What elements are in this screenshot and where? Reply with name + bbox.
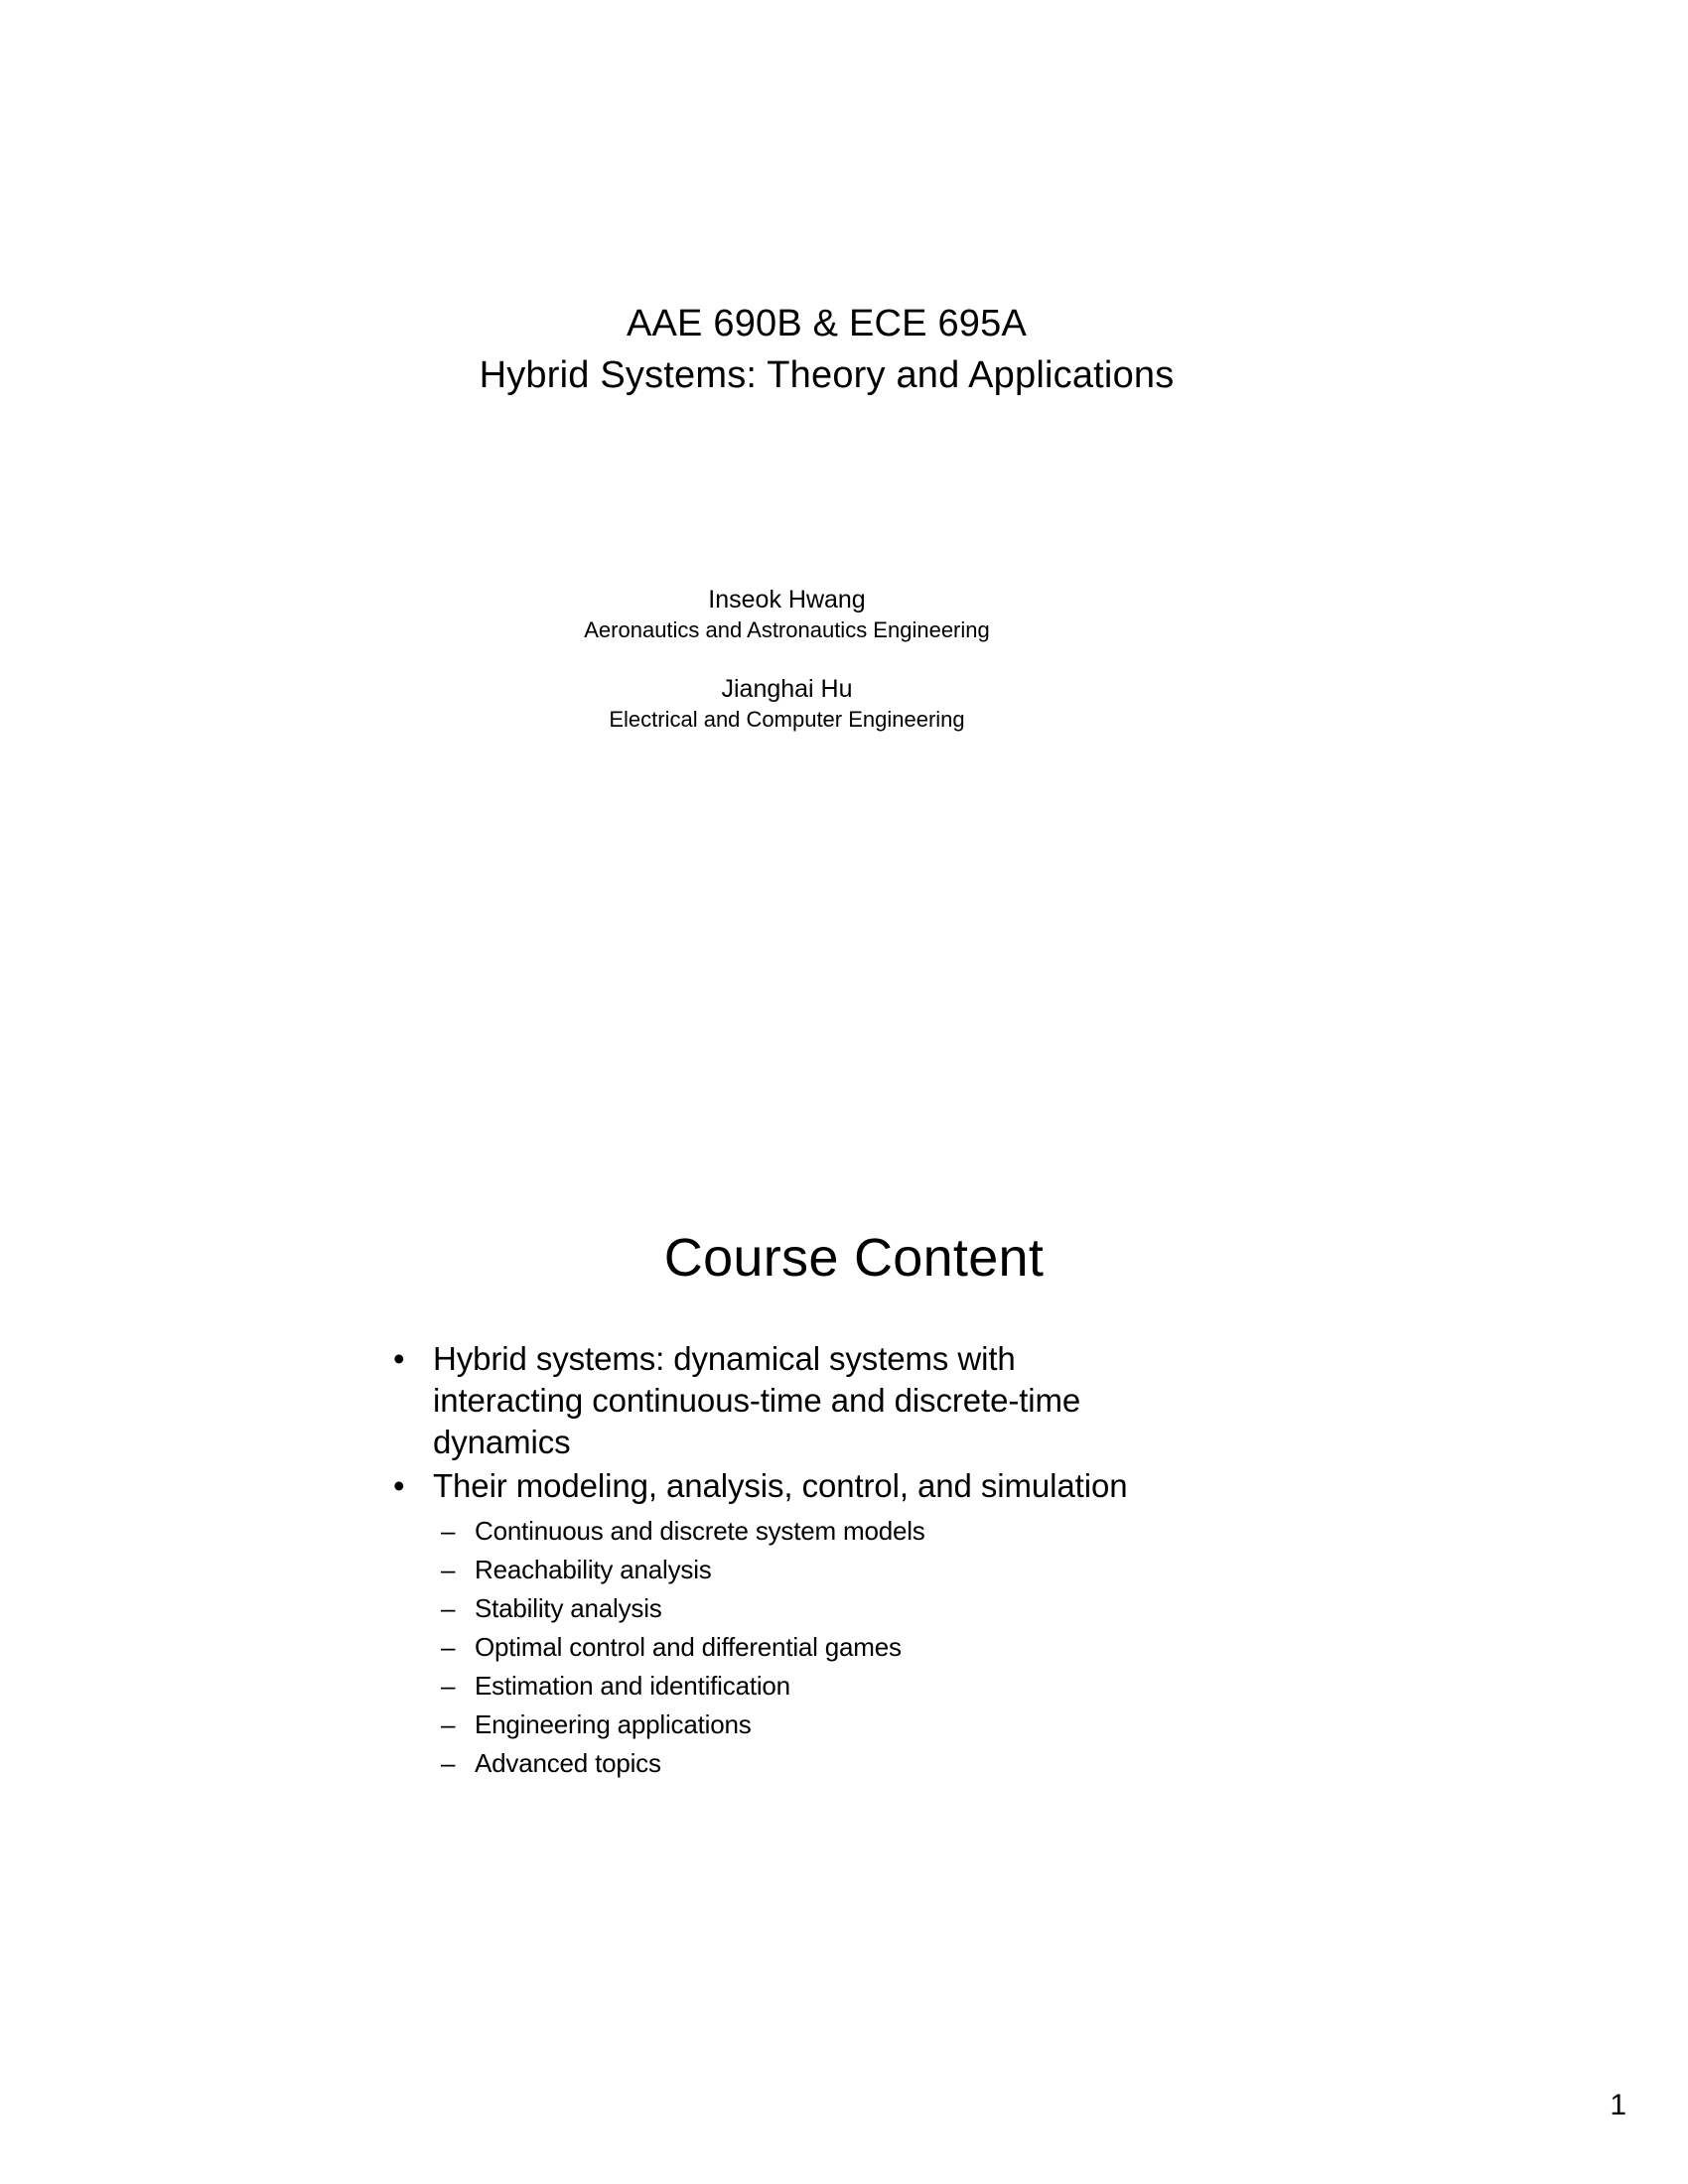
course-title: Hybrid Systems: Theory and Applications xyxy=(479,354,1175,396)
author-affiliation-1: Aeronautics and Astronautics Engineering xyxy=(584,617,990,642)
dash-marker-icon: – xyxy=(441,1671,456,1701)
sub-bullet-text: Stability analysis xyxy=(475,1593,662,1623)
author-affiliation-2: Electrical and Computer Engineering xyxy=(609,707,965,732)
author-name-2: Jianghai Hu xyxy=(721,675,853,703)
dash-marker-icon: – xyxy=(441,1632,456,1662)
bullet-text: Hybrid systems: dynamical systems with interacting continuous-time and discrete-time dynamics xyxy=(433,1340,1081,1460)
author-block-1 xyxy=(0,584,1574,645)
sub-bullet-item xyxy=(389,1512,1481,1551)
sub-bullet-text: Optimal control and differential games xyxy=(475,1632,902,1662)
course-code: AAE 690B & ECE 695A xyxy=(626,303,1028,344)
sub-bullet-item xyxy=(389,1589,1481,1628)
sub-bullet-text: Engineering applications xyxy=(475,1709,752,1739)
author-name-1: Inseok Hwang xyxy=(708,586,866,614)
sub-bullet-text: Advanced topics xyxy=(475,1748,661,1778)
title-slide xyxy=(0,298,1653,401)
sub-bullet-item xyxy=(389,1628,1481,1667)
sub-bullet-item xyxy=(389,1706,1481,1744)
bullet-item xyxy=(389,1338,1481,1463)
page-number: 1 xyxy=(1610,2089,1626,2121)
sub-bullet-item xyxy=(389,1551,1481,1589)
dash-marker-icon: – xyxy=(441,1748,456,1778)
bullet-text: Their modeling, analysis, control, and simulation xyxy=(433,1467,1128,1504)
bullet-marker-icon: • xyxy=(393,1467,405,1504)
sub-bullet-item xyxy=(389,1744,1481,1783)
sub-bullet-text: Continuous and discrete system models xyxy=(475,1516,925,1546)
dash-marker-icon: – xyxy=(441,1709,456,1739)
content-slide-heading: Course Content xyxy=(663,1228,1045,1288)
sub-bullet-list xyxy=(389,1512,1481,1783)
bullet-marker-icon: • xyxy=(393,1340,405,1377)
dash-marker-icon: – xyxy=(441,1516,456,1546)
dash-marker-icon: – xyxy=(441,1593,456,1623)
sub-bullet-item xyxy=(389,1667,1481,1706)
author-block-2 xyxy=(0,673,1574,735)
sub-bullet-text: Reachability analysis xyxy=(475,1555,712,1584)
bullet-item xyxy=(389,1465,1481,1507)
sub-bullet-text: Estimation and identification xyxy=(475,1671,790,1701)
course-content-list xyxy=(389,1338,1481,1783)
dash-marker-icon: – xyxy=(441,1555,456,1584)
